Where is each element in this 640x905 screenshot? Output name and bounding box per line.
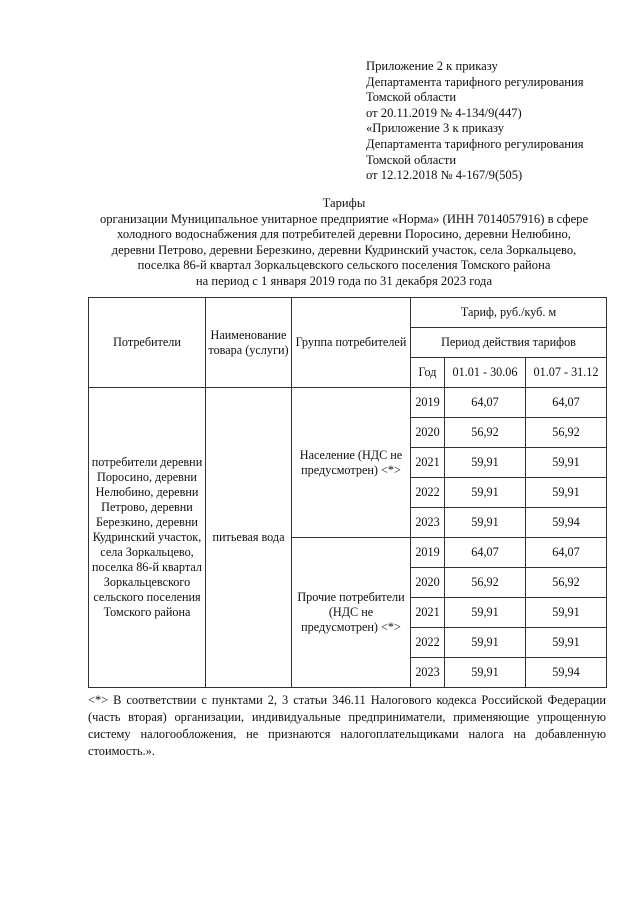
tariff-h1-cell: 64,07 [445, 388, 526, 418]
appendix-line: Томской области [366, 90, 457, 105]
appendix-line: Департамента тарифного регулирования [366, 74, 584, 89]
document-title: Тарифы [322, 196, 366, 210]
tariff-h1-cell: 59,91 [445, 658, 526, 688]
tariff-h2-cell: 59,91 [526, 598, 607, 628]
tariff-h2-cell: 64,07 [526, 388, 607, 418]
header-goods: Наименование товара (услуги) [206, 298, 292, 388]
year-cell: 2019 [411, 538, 445, 568]
header-tariff: Тариф, руб./куб. м [411, 298, 607, 328]
year-cell: 2020 [411, 418, 445, 448]
tariff-h2-cell: 59,91 [526, 448, 607, 478]
header-h1: 01.01 - 30.06 [445, 358, 526, 388]
tariff-h1-cell: 64,07 [445, 538, 526, 568]
header-group: Группа потребителей [292, 298, 411, 388]
tariff-h1-cell: 59,91 [445, 508, 526, 538]
tariff-h2-cell: 59,94 [526, 658, 607, 688]
appendix-line: «Приложение 3 к приказу [366, 121, 505, 136]
header-consumers: Потребители [89, 298, 206, 388]
tariff-h2-cell: 59,94 [526, 508, 607, 538]
year-cell: 2020 [411, 568, 445, 598]
tariff-h2-cell: 56,92 [526, 418, 607, 448]
appendix-line: Томской области [366, 152, 457, 167]
tariff-h1-cell: 59,91 [445, 598, 526, 628]
tariff-h1-cell: 59,91 [445, 448, 526, 478]
tariff-h2-cell: 64,07 [526, 538, 607, 568]
tariff-h2-cell: 59,91 [526, 478, 607, 508]
tariff-h2-cell: 56,92 [526, 568, 607, 598]
tariff-h1-cell: 59,91 [445, 478, 526, 508]
consumers-cell: потребители деревни Поросино, деревни Нелюбино, деревни Петрово, деревни Березкино, деревни Кудринский участок, села Зоркальцево, поселка 86-й квартал Зоркальцевского сельского поселения Томского района [89, 388, 206, 688]
header-year: Год [411, 358, 445, 388]
year-cell: 2022 [411, 628, 445, 658]
appendix-line: Департамента тарифного регулирования [366, 136, 584, 151]
tariff-h1-cell: 56,92 [445, 418, 526, 448]
appendix-line: от 12.12.2018 № 4-167/9(505) [366, 168, 523, 183]
tariff-table [88, 297, 607, 688]
year-cell: 2019 [411, 388, 445, 418]
group-population: Население (НДС не предусмотрен) <*> [292, 388, 411, 538]
year-cell: 2023 [411, 508, 445, 538]
heading-line: на период с 1 января 2019 года по 31 декабря 2023 года [195, 273, 493, 288]
tariff-h1-cell: 59,91 [445, 628, 526, 658]
heading-line: поселка 86-й квартал Зоркальцевского сельского поселения Томского района [137, 258, 551, 273]
year-cell: 2021 [411, 598, 445, 628]
footnote: <*> В соответствии с пунктами 2, 3 статьи 346.11 Налогового кодекса Российской Федерации (часть вторая) организации, индивидуальные предприниматели, применяющие упрощенную систему налогообложения, не признаются налогоплательщиками налога на добавленную стоимость.». [88, 693, 606, 758]
document-heading [84, 196, 604, 290]
heading-line: деревни Петрово, деревни Березкино, деревни Кудринский участок, села Зоркальцево, [111, 242, 577, 257]
year-cell: 2021 [411, 448, 445, 478]
goods-cell: питьевая вода [206, 388, 292, 688]
heading-line: организации Муниципальное унитарное предприятие «Норма» (ИНН 7014057916) в сфере [99, 211, 589, 226]
appendix-line: от 20.11.2019 № 4-134/9(447) [366, 105, 522, 120]
header-h2: 01.07 - 31.12 [526, 358, 607, 388]
header-period: Период действия тарифов [411, 328, 607, 358]
heading-line: холодного водоснабжения для потребителей деревни Поросино, деревни Нелюбино, [117, 227, 571, 242]
group-other: Прочие потребители (НДС не предусмотрен) <*> [292, 538, 411, 688]
year-cell: 2022 [411, 478, 445, 508]
appendix-header [366, 59, 584, 184]
tariff-h1-cell: 56,92 [445, 568, 526, 598]
appendix-line: Приложение 2 к приказу [366, 59, 498, 73]
tariff-h2-cell: 59,91 [526, 628, 607, 658]
year-cell: 2023 [411, 658, 445, 688]
